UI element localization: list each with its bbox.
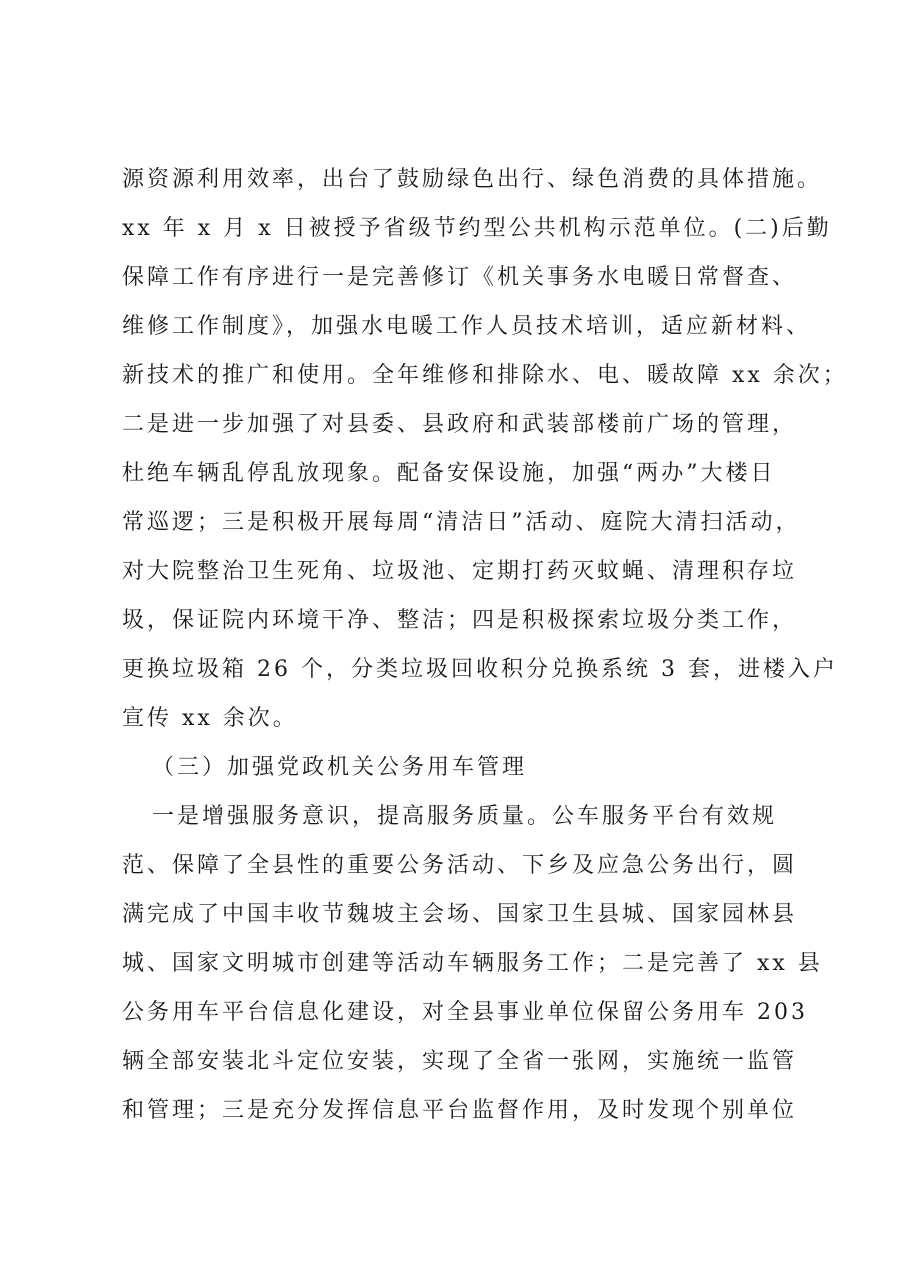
paragraph-line: 一是增强服务意识，提高服务质量。公车服务平台有效规 (152, 804, 778, 829)
paragraph-line: 范、保障了全县性的重要公务活动、下乡及应急公务出行，圆 (122, 853, 798, 878)
paragraph-line: 宣传 xx 余次。 (122, 706, 298, 731)
paragraph-line: 公务用车平台信息化建设，对全县事业单位保留公务用车 203 (122, 1000, 808, 1025)
paragraph-line: 维修工作制度》，加强水电暖工作人员技术培训，适应新材料、 (122, 314, 812, 339)
paragraph-line: 辆全部安装北斗定位安装，实现了全省一张网，实施统一监管 (122, 1049, 798, 1074)
paragraph-line: 新技术的推广和使用。全年维修和排除水、电、暖故障 xx 余次； (122, 363, 848, 388)
paragraph-line: 更换垃圾箱 26 个，分类垃圾回收积分兑换系统 3 套，进楼入户 (122, 657, 838, 682)
paragraph-line: 和管理；三是充分发挥信息平台监督作用，及时发现个别单位 (122, 1098, 798, 1123)
paragraph-line: 对大院整治卫生死角、垃圾池、定期打药灭蚊蝇、清理积存垃 (122, 559, 798, 584)
section-heading: （三）加强党政机关公务用车管理 (152, 755, 528, 780)
paragraph-line: 满完成了中国丰收节魏坡主会场、国家卫生县城、国家园林县 (122, 902, 798, 927)
paragraph-line: 杜绝车辆乱停乱放现象。配备安保设施，加强“两办”大楼日 (122, 461, 776, 486)
paragraph-line: 城、国家文明城市创建等活动车辆服务工作；二是完善了 xx 县 (122, 951, 823, 976)
paragraph-line: 二是进一步加强了对县委、县政府和武装部楼前广场的管理， (122, 412, 798, 437)
paragraph-line: 圾，保证院内环境干净、整洁；四是积极探索垃圾分类工作， (122, 608, 798, 633)
paragraph-line: 源资源利用效率，出台了鼓励绿色出行、绿色消费的具体措施。 (122, 167, 823, 192)
paragraph-line: 常巡逻；三是积极开展每周“清洁日”活动、庭院大清扫活动， (122, 510, 801, 535)
paragraph-line: xx 年 x 月 x 日被授予省级节约型公共机构示范单位。(二)后勤 (122, 216, 832, 241)
paragraph-line: 保障工作有序进行一是完善修订《机关事务水电暖日常督查、 (122, 265, 798, 290)
